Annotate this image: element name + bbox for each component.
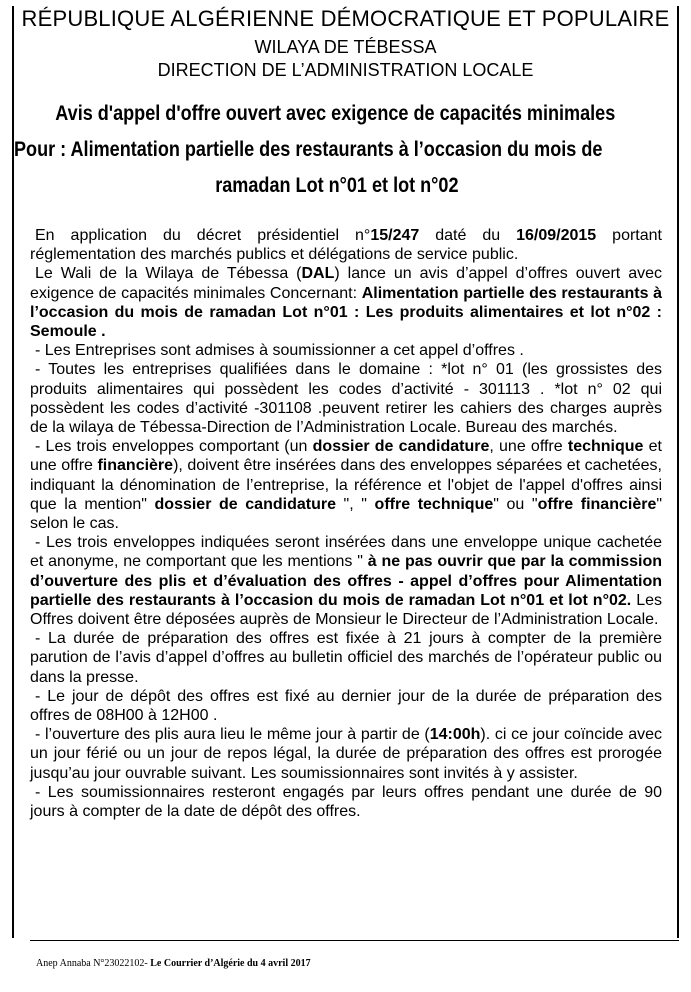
footer — [0, 940, 691, 992]
object-lots: Alimentation partielle des restaurants à l’occasion du mois de ramadan Lot n°01 : Les produits alimentaires et lot n°02 : Semoule . — [30, 284, 663, 341]
text: ). ci ce jour coïncide avec un jour férié ou un jour de repos légal, la durée de préparation des offres est prorogée jusqu’au jour ouvrable suivant. Les soumissionnaires sont invités à y assister. — [30, 726, 663, 782]
title-line-2: Pour : Alimentation partielle des restaurants à l’occasion du mois de — [14, 138, 603, 161]
text: daté du — [419, 227, 517, 244]
title-line-1: Avis d'appel d'offre ouvert avec exigence de capacités minimales — [55, 102, 616, 125]
text: " selon le cas. — [30, 495, 663, 533]
paragraph-admission: - Les Entreprises sont admises à soumissionner a cet appel d’offres . — [35, 342, 524, 360]
wilaya-heading: WILAYA DE TÉBESSA — [254, 37, 437, 57]
bold-text: à ne pas ouvrir que par la commission d’ouverture des plis et d’évaluation des offres - appel d’offres pour Alimentation partielle des restaurants à l’occasion du mois de ramadan Lot n°01 et lot n°02. — [30, 553, 662, 609]
paragraph-decree — [30, 226, 662, 264]
bold-text: offre technique — [374, 495, 494, 513]
notice-body — [30, 226, 662, 821]
paragraph-wali — [30, 264, 662, 341]
paragraph-duration: - La durée de préparation des offres est fixée à 21 jours à compter de la première parution de l’avis d’appel d’offres au bulletin officiel des marchés de l’opérateur public ou dans la presse. — [30, 630, 662, 686]
footer-divider — [30, 940, 679, 941]
newspaper-issue: Le Courrier d’Algérie du 4 avril 2017 — [150, 958, 311, 969]
decree-date: 16/09/2015 — [516, 227, 597, 244]
text: Le Wali de la Wilaya de Tébessa ( — [35, 265, 302, 283]
decree-number: 15/247 — [370, 227, 420, 244]
paragraph-qualified: - Toutes les entreprises qualifiées dans le domaine : *lot n° 01 (les grossistes des produits alimentaires qui possèdent les codes d’activité - 301113 . *lot n° 02 qui possèdent les codes d’activité -301108 .peuvent retirer les cahiers des charges auprès de la wilaya de Tébessa-Direction de l’Administration Locale. Bureau des marchés. — [30, 361, 662, 437]
text: portant réglementation des marchés publics et délégations de service public. — [30, 227, 662, 264]
bold-text: technique — [567, 438, 644, 456]
text: - Les trois enveloppes comportant (un — [35, 438, 313, 456]
text: En application du décret présidentiel n° — [35, 227, 371, 244]
text: et une offre — [30, 438, 662, 475]
text: ", " — [335, 495, 375, 513]
footer-reference — [36, 958, 311, 969]
paragraph-validity: - Les soumissionnaires resteront engagés par leurs offres pendant une durée de 90 jours à compter de la date de dépôt des offres. — [30, 783, 662, 821]
text: " ou " — [493, 495, 538, 513]
bold-text: dossier de candidature — [312, 438, 490, 456]
bold-text: financière — [97, 457, 174, 475]
anep-reference: Anep Annaba N°23022102- — [36, 958, 151, 969]
republic-heading: RÉPUBLIQUE ALGÉRIENNE DÉMOCRATIQUE ET POPULAIRE — [21, 6, 670, 31]
paragraph-opening — [30, 725, 662, 783]
bold-text: dossier de candidature — [154, 495, 336, 513]
bold-text: offre financière — [537, 495, 657, 513]
paragraph-envelopes — [30, 437, 662, 533]
paragraph-deposit: - Le jour de dépôt des offres est fixé au dernier jour de la durée de préparation des offres de 08H00 à 12H00 . — [30, 687, 662, 725]
direction-heading: DIRECTION DE L’ADMINISTRATION LOCALE — [157, 60, 534, 80]
title-line-3: ramadan Lot n°01 et lot n°02 — [215, 174, 459, 197]
text: ) lance un avis d’appel d’offres ouvert avec exigence de capacités minimales Concernant: — [30, 265, 662, 302]
dal-abbrev: DAL — [301, 265, 335, 283]
text: - Les trois enveloppes indiquées seront insérées dans une enveloppe unique cachetée et anonyme, ne comportant que les mentions " — [30, 534, 662, 571]
notice-title — [14, 96, 659, 204]
opening-time: 14:00h — [429, 726, 481, 744]
text: , une offre — [489, 438, 568, 456]
text: Les Offres doivent être déposées auprès de Monsieur le Directeur de l’Administration Locale. — [30, 591, 662, 629]
paragraph-outer-envelope — [30, 533, 662, 629]
text: - l’ouverture des plis aura lieu le même jour à partir de ( — [35, 726, 430, 744]
text: ), doivent être insérées dans des enveloppes séparées et cachetées, indiquant la dénomination de l’entreprise, la référence et l'objet de l'appel d'offres ainsi que la mention" — [30, 457, 663, 513]
